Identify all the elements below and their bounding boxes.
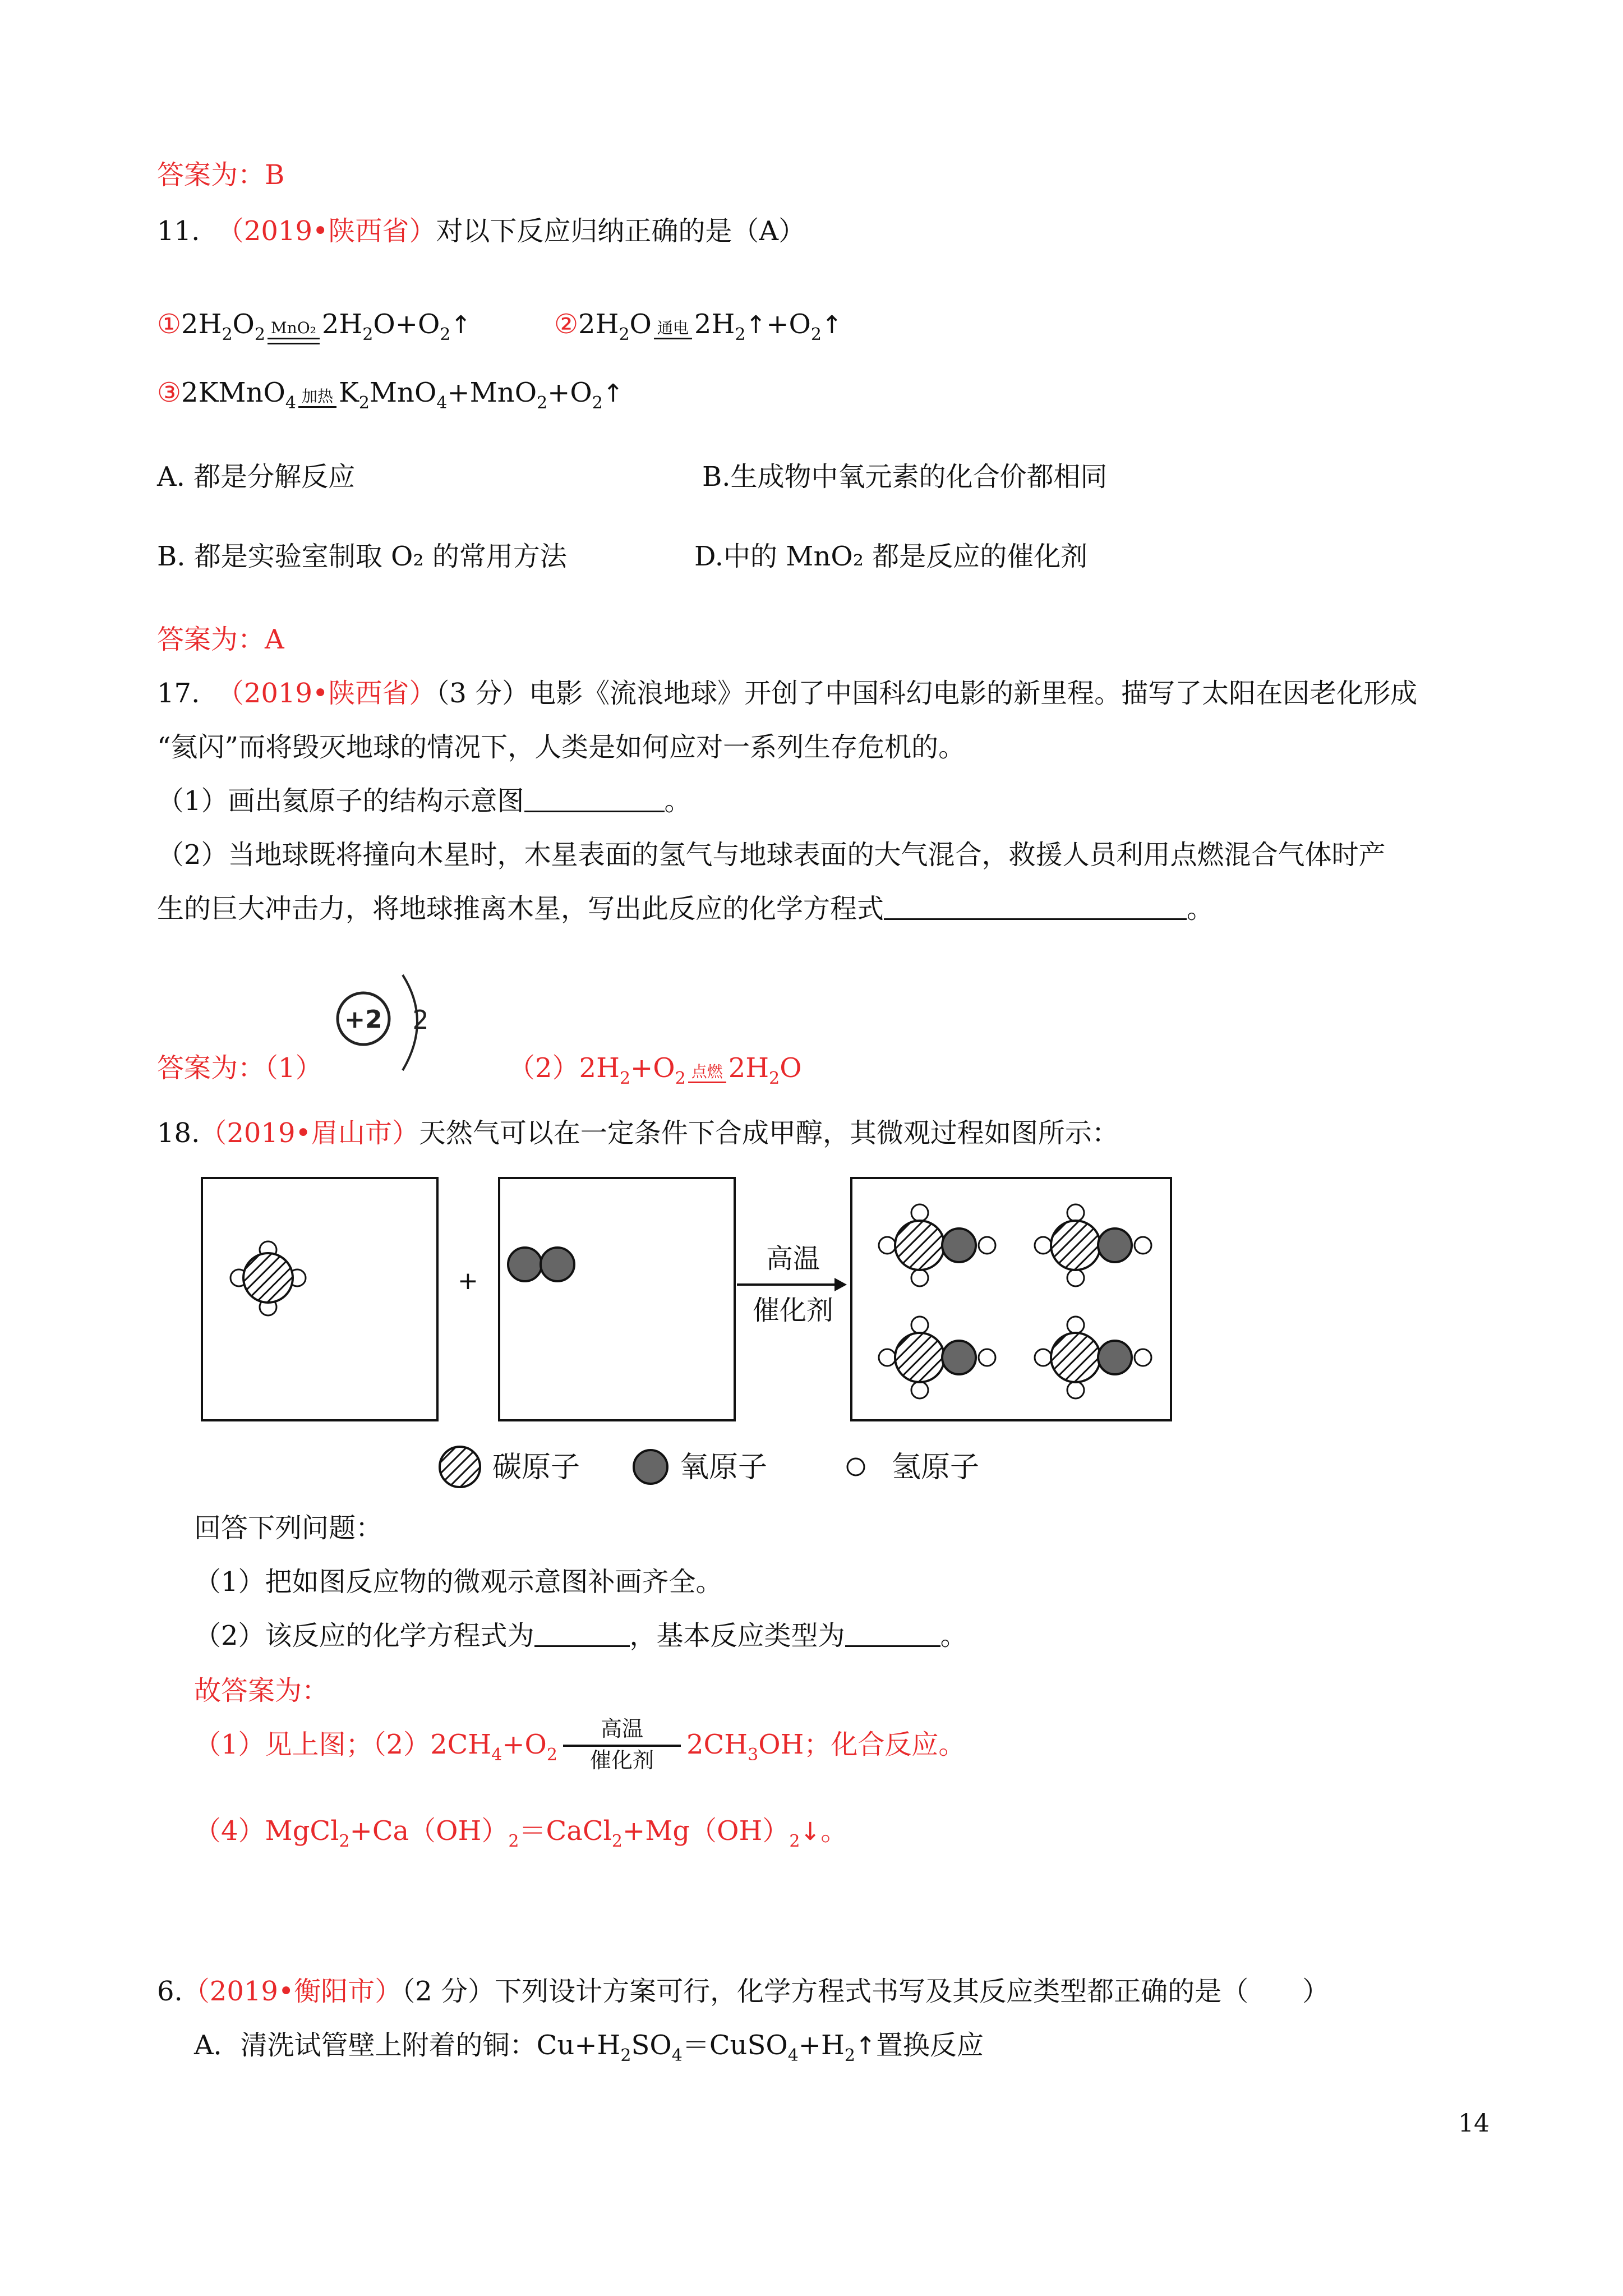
question-18-stem: 18.（2019•眉山市）天然气可以在一定条件下合成甲醇，其微观过程如图所示：: [157, 1117, 1119, 1149]
q6-option-a: A．清洗试管壁上附着的铜：$Cu+H_2SO_4=CuSO_4+H_2↑$置换反应: [194, 2030, 984, 2065]
reactant-box-oxygen: [499, 1178, 735, 1420]
question-17-stem-2: “氦闪”而将毁灭地球的情况下，人类是如何应对一系列生存危机的。: [157, 731, 966, 763]
reaction-condition: 高温 催化剂: [557, 1731, 686, 1754]
legend-carbon: [440, 1447, 580, 1487]
arrow-head: [834, 1278, 847, 1291]
plus-sign: +: [458, 1267, 478, 1295]
q11-option-a: A. 都是分解反应: [157, 461, 356, 493]
reaction-1: $①2H_2O_2$ MnO₂ $2H_2O+O_2↑$: [157, 309, 472, 344]
q18-answer-4: $(4)MgCl_2+Ca(OH)_2=CaCl_2+Mg(OH)_2↓$。: [194, 1815, 848, 1851]
q17-part-1: （1）画出氦原子的结构示意图 。: [157, 785, 691, 817]
heat-condition: 加热: [298, 388, 336, 408]
arrow-condition-bottom: 催化剂: [752, 1295, 834, 1326]
question-11-stem: 11. （2019•陕西省）对以下反应归纳正确的是（A）: [157, 215, 806, 247]
reactant-box-methane: [202, 1178, 437, 1420]
methanol-molecule: [879, 1317, 995, 1398]
electrolysis-condition: 通电: [654, 320, 692, 339]
q18-answer-1: （1）见上图；$(2)2CH_4+O_2$ 高温 催化剂 $2CH_3OH$；化合反应。: [194, 1717, 966, 1773]
q17-part-2a: （2）当地球既将撞向木星时，木星表面的氢气与地球表面的大气混合，救援人员利用点燃混合气体时产: [157, 839, 1386, 871]
q11-option-d: D.中的 MnO₂ 都是反应的催化剂: [694, 541, 1088, 572]
page-number: 14: [1458, 2109, 1490, 2138]
methanol-molecule: [879, 1204, 995, 1286]
q18-ask: 回答下列问题：: [194, 1512, 383, 1544]
question-6-stem: 6.（2019•衡阳市）（2 分）下列设计方案可行，化学方程式书写及其反应类型都正确的是（ ）: [157, 1976, 1330, 2007]
q11-option-b2: B. 都是实验室制取 O₂ 的常用方法: [157, 541, 567, 572]
answer-blank[interactable]: [884, 894, 1187, 920]
question-17-stem: 17. （2019•陕西省）（3 分）电影《流浪地球》开创了中国科幻电影的新里程。描写了太阳在因老化形成: [157, 678, 1418, 709]
shell-electron-count: 2: [412, 1005, 429, 1035]
reaction-3: ③2KMnO$_4$ 加热 $K_2MnO_4+MnO_2+O_2↑$: [157, 377, 624, 413]
svg-text:氢原子: 氢原子: [892, 1451, 980, 1484]
reaction-2: $②2H_2O$ 通电 $2H_2↑+O_2↑$: [554, 309, 842, 344]
q11-option-b: B.生成物中氧元素的化合价都相同: [702, 461, 1108, 493]
oxygen-molecule: [508, 1248, 574, 1281]
nucleus-charge: +2: [344, 1005, 382, 1034]
methanol-synthesis-diagram: [191, 1167, 1189, 1492]
arrow-condition-top: 高温: [766, 1243, 820, 1274]
helium-atom-diagram: [320, 970, 449, 1083]
answer-q10: 答案为：B: [157, 159, 285, 191]
methanol-molecule: [1035, 1204, 1151, 1286]
q17-answer-1-label: 答案为：（1）: [157, 1052, 322, 1084]
q17-part-2b: 生的巨大冲击力，将地球推离木星，写出此反应的化学方程式 。: [157, 893, 1214, 924]
legend-oxygen: [634, 1450, 767, 1484]
q18-part-1: （1）把如图反应物的微观示意图补画齐全。: [194, 1566, 723, 1598]
catalyst-condition: MnO₂: [268, 320, 320, 344]
legend-hydrogen: [847, 1451, 979, 1484]
methane-molecule: [230, 1241, 306, 1315]
answer-blank[interactable]: [534, 1621, 630, 1647]
svg-text:碳原子: 碳原子: [492, 1451, 580, 1484]
q17-answer-2: $(2)2H_2+O_2$ 点燃 $2H_2O$: [508, 1052, 802, 1088]
answer-blank[interactable]: [845, 1621, 940, 1647]
product-box: [851, 1178, 1171, 1420]
svg-text:氧原子: 氧原子: [680, 1451, 768, 1484]
answer-q11: 答案为：A: [157, 624, 284, 655]
q18-part-2: （2）该反应的化学方程式为 ，基本反应类型为 。: [194, 1620, 967, 1651]
answer-blank[interactable]: [524, 786, 665, 812]
methanol-molecule: [1035, 1317, 1151, 1398]
q18-answer-head: 故答案为：: [194, 1675, 329, 1706]
